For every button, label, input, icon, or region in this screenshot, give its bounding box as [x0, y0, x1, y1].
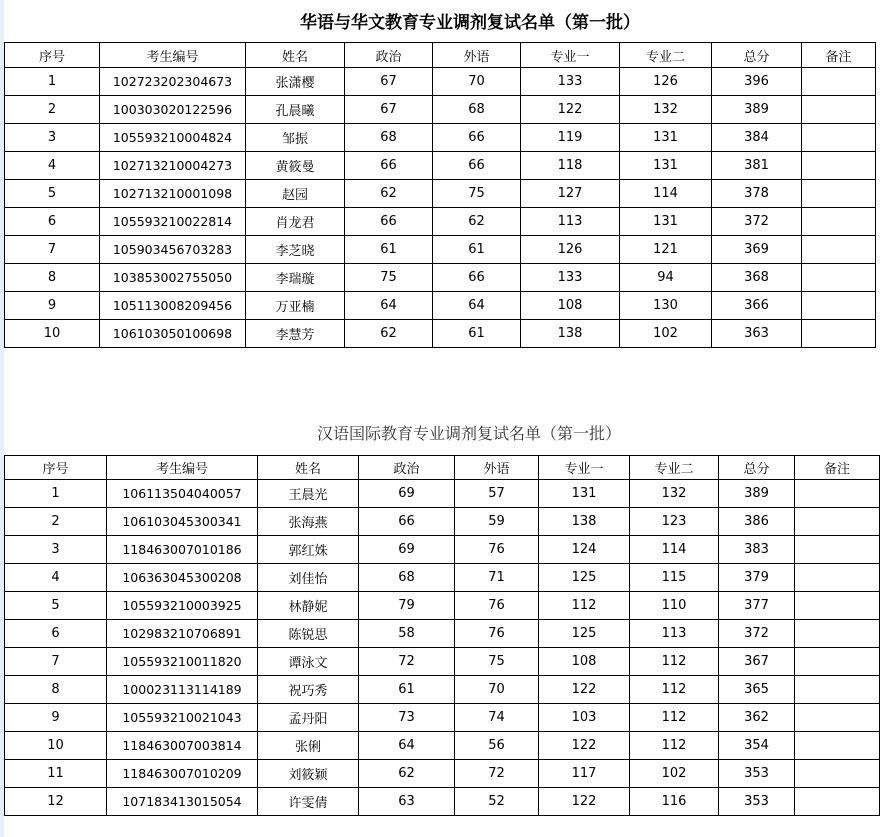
- cell-remarks: [795, 648, 880, 676]
- cell-politics: 63: [359, 788, 455, 816]
- cell-major-2: 131: [620, 208, 712, 236]
- cell-foreign-language: 71: [455, 564, 539, 592]
- table-row: [5, 760, 880, 788]
- cell-politics: 72: [359, 648, 455, 676]
- cell-foreign-language: 70: [455, 676, 539, 704]
- cell-major-2: 130: [620, 292, 712, 320]
- cell-index: 6: [5, 620, 107, 648]
- cell-foreign-language: 64: [433, 292, 521, 320]
- cell-name: 谭泳文: [258, 648, 359, 676]
- cell-total: 377: [719, 592, 795, 620]
- table1-title: 华语与华文教育专业调剂复试名单（第一批）: [300, 13, 640, 33]
- cell-foreign-language: 56: [455, 732, 539, 760]
- cell-total: 381: [712, 152, 802, 180]
- cell-index: 5: [5, 592, 107, 620]
- cell-name: 孟丹阳: [258, 704, 359, 732]
- table-row: [5, 676, 880, 704]
- header-row: [5, 456, 880, 480]
- cell-foreign-language: 75: [433, 180, 521, 208]
- cell-foreign-language: 76: [455, 620, 539, 648]
- cell-index: 9: [5, 292, 100, 320]
- cell-major-2: 112: [630, 676, 719, 704]
- cell-major-2: 94: [620, 264, 712, 292]
- cell-major-2: 113: [630, 620, 719, 648]
- cell-total: 378: [712, 180, 802, 208]
- cell-remarks: [795, 536, 880, 564]
- cell-total: 367: [719, 648, 795, 676]
- header-col-candidate-id: 考生编号: [100, 43, 246, 68]
- table-row: [5, 96, 876, 124]
- cell-name: 李慧芳: [246, 320, 345, 348]
- cell-remarks: [802, 180, 876, 208]
- table-row: [5, 536, 880, 564]
- cell-index: 8: [5, 264, 100, 292]
- cell-total: 379: [719, 564, 795, 592]
- cell-candidate-id: 102983210706891: [107, 620, 258, 648]
- cell-index: 3: [5, 124, 100, 152]
- cell-politics: 66: [359, 508, 455, 536]
- table-row: [5, 292, 876, 320]
- cell-remarks: [795, 760, 880, 788]
- cell-major-2: 114: [620, 180, 712, 208]
- cell-major-2: 123: [630, 508, 719, 536]
- cell-foreign-language: 76: [455, 536, 539, 564]
- cell-major-2: 116: [630, 788, 719, 816]
- cell-candidate-id: 105593210004824: [100, 124, 246, 152]
- cell-major-1: 119: [521, 124, 620, 152]
- cell-index: 3: [5, 536, 107, 564]
- cell-foreign-language: 74: [455, 704, 539, 732]
- cell-politics: 66: [345, 152, 433, 180]
- table-row: [5, 648, 880, 676]
- cell-name: 李芝晓: [246, 236, 345, 264]
- cell-politics: 66: [345, 208, 433, 236]
- header-col-total: 总分: [719, 456, 795, 480]
- cell-total: 353: [719, 760, 795, 788]
- cell-remarks: [795, 564, 880, 592]
- table-row: [5, 564, 880, 592]
- table2-grid: [4, 455, 880, 816]
- cell-remarks: [795, 620, 880, 648]
- cell-foreign-language: 70: [433, 68, 521, 96]
- cell-total: 389: [719, 480, 795, 508]
- cell-major-1: 122: [521, 96, 620, 124]
- cell-index: 8: [5, 676, 107, 704]
- header-col-index: 序号: [5, 456, 107, 480]
- cell-major-2: 132: [620, 96, 712, 124]
- table-row: [5, 592, 880, 620]
- table-row: [5, 704, 880, 732]
- cell-name: 孔晨曦: [246, 96, 345, 124]
- cell-index: 9: [5, 704, 107, 732]
- header-col-foreign-language: 外语: [455, 456, 539, 480]
- cell-politics: 68: [345, 124, 433, 152]
- cell-name: 刘佳怡: [258, 564, 359, 592]
- cell-total: 363: [712, 320, 802, 348]
- table-row: [5, 264, 876, 292]
- cell-total: 366: [712, 292, 802, 320]
- cell-politics: 68: [359, 564, 455, 592]
- cell-candidate-id: 106363045300208: [107, 564, 258, 592]
- cell-politics: 62: [345, 320, 433, 348]
- header-col-name: 姓名: [258, 456, 359, 480]
- cell-candidate-id: 105593210022814: [100, 208, 246, 236]
- cell-politics: 62: [345, 180, 433, 208]
- header-col-name: 姓名: [246, 43, 345, 68]
- cell-remarks: [795, 788, 880, 816]
- cell-major-2: 102: [620, 320, 712, 348]
- cell-name: 万亚楠: [246, 292, 345, 320]
- cell-remarks: [802, 68, 876, 96]
- table-row: [5, 152, 876, 180]
- cell-total: 396: [712, 68, 802, 96]
- cell-index: 10: [5, 320, 100, 348]
- cell-remarks: [802, 264, 876, 292]
- cell-major-1: 127: [521, 180, 620, 208]
- cell-politics: 64: [345, 292, 433, 320]
- cell-name: 赵园: [246, 180, 345, 208]
- cell-candidate-id: 105903456703283: [100, 236, 246, 264]
- cell-candidate-id: 106103045300341: [107, 508, 258, 536]
- cell-index: 12: [5, 788, 107, 816]
- cell-major-2: 121: [620, 236, 712, 264]
- cell-major-1: 108: [521, 292, 620, 320]
- cell-index: 7: [5, 236, 100, 264]
- cell-candidate-id: 103853002755050: [100, 264, 246, 292]
- cell-name: 张潇樱: [246, 68, 345, 96]
- cell-remarks: [795, 480, 880, 508]
- cell-foreign-language: 68: [433, 96, 521, 124]
- cell-total: 369: [712, 236, 802, 264]
- cell-remarks: [802, 208, 876, 236]
- cell-foreign-language: 76: [455, 592, 539, 620]
- table-row: [5, 788, 880, 816]
- cell-major-2: 112: [630, 732, 719, 760]
- cell-name: 刘筱颖: [258, 760, 359, 788]
- table-row: [5, 208, 876, 236]
- header-col-total: 总分: [712, 43, 802, 68]
- cell-major-2: 131: [620, 124, 712, 152]
- cell-index: 2: [5, 96, 100, 124]
- cell-candidate-id: 102713210004273: [100, 152, 246, 180]
- table-row: [5, 480, 880, 508]
- header-col-foreign-language: 外语: [433, 43, 521, 68]
- cell-candidate-id: 102713210001098: [100, 180, 246, 208]
- table-row: [5, 620, 880, 648]
- cell-foreign-language: 66: [433, 264, 521, 292]
- cell-politics: 69: [359, 480, 455, 508]
- cell-total: 365: [719, 676, 795, 704]
- cell-name: 张海燕: [258, 508, 359, 536]
- cell-total: 372: [719, 620, 795, 648]
- cell-name: 黄筱曼: [246, 152, 345, 180]
- cell-index: 6: [5, 208, 100, 236]
- cell-name: 祝巧秀: [258, 676, 359, 704]
- cell-index: 5: [5, 180, 100, 208]
- cell-candidate-id: 105113008209456: [100, 292, 246, 320]
- cell-candidate-id: 100023113114189: [107, 676, 258, 704]
- cell-major-2: 102: [630, 760, 719, 788]
- cell-remarks: [802, 292, 876, 320]
- cell-foreign-language: 52: [455, 788, 539, 816]
- cell-index: 1: [5, 480, 107, 508]
- cell-major-1: 133: [521, 68, 620, 96]
- cell-major-1: 118: [521, 152, 620, 180]
- cell-major-2: 114: [630, 536, 719, 564]
- cell-total: 386: [719, 508, 795, 536]
- header-col-politics: 政治: [345, 43, 433, 68]
- cell-politics: 79: [359, 592, 455, 620]
- header-row: [5, 43, 876, 68]
- cell-remarks: [795, 508, 880, 536]
- cell-candidate-id: 118463007010186: [107, 536, 258, 564]
- cell-politics: 73: [359, 704, 455, 732]
- table-row: [5, 236, 876, 264]
- table1-grid: [4, 42, 876, 348]
- cell-total: 389: [712, 96, 802, 124]
- cell-index: 11: [5, 760, 107, 788]
- cell-remarks: [795, 704, 880, 732]
- table-row: [5, 732, 880, 760]
- header-col-major-2: 专业二: [620, 43, 712, 68]
- header-col-politics: 政治: [359, 456, 455, 480]
- cell-major-1: 138: [521, 320, 620, 348]
- cell-foreign-language: 61: [433, 320, 521, 348]
- cell-major-1: 125: [539, 564, 630, 592]
- cell-major-2: 115: [630, 564, 719, 592]
- cell-index: 4: [5, 152, 100, 180]
- cell-major-1: 124: [539, 536, 630, 564]
- table-row: [5, 180, 876, 208]
- cell-major-2: 110: [630, 592, 719, 620]
- table2-title: 汉语国际教育专业调剂复试名单（第一批）: [316, 424, 621, 443]
- cell-major-1: 108: [539, 648, 630, 676]
- cell-remarks: [802, 320, 876, 348]
- cell-major-1: 131: [539, 480, 630, 508]
- header-col-major-1: 专业一: [521, 43, 620, 68]
- cell-candidate-id: 105593210021043: [107, 704, 258, 732]
- cell-major-1: 126: [521, 236, 620, 264]
- header-col-remarks: 备注: [795, 456, 880, 480]
- cell-candidate-id: 102723202304673: [100, 68, 246, 96]
- cell-index: 7: [5, 648, 107, 676]
- cell-foreign-language: 62: [433, 208, 521, 236]
- cell-index: 1: [5, 68, 100, 96]
- cell-foreign-language: 66: [433, 152, 521, 180]
- table-row: [5, 508, 880, 536]
- cell-foreign-language: 72: [455, 760, 539, 788]
- cell-remarks: [795, 676, 880, 704]
- cell-index: 4: [5, 564, 107, 592]
- cell-foreign-language: 57: [455, 480, 539, 508]
- cell-candidate-id: 106103050100698: [100, 320, 246, 348]
- cell-politics: 61: [345, 236, 433, 264]
- cell-major-2: 132: [630, 480, 719, 508]
- cell-candidate-id: 118463007010209: [107, 760, 258, 788]
- cell-candidate-id: 106113504040057: [107, 480, 258, 508]
- cell-index: 2: [5, 508, 107, 536]
- cell-remarks: [802, 124, 876, 152]
- cell-name: 许雯倩: [258, 788, 359, 816]
- cell-remarks: [802, 96, 876, 124]
- cell-name: 张俐: [258, 732, 359, 760]
- cell-remarks: [795, 592, 880, 620]
- cell-politics: 61: [359, 676, 455, 704]
- table-row: [5, 320, 876, 348]
- cell-major-2: 126: [620, 68, 712, 96]
- header-col-major-1: 专业一: [539, 456, 630, 480]
- cell-major-1: 113: [521, 208, 620, 236]
- cell-total: 353: [719, 788, 795, 816]
- cell-politics: 67: [345, 96, 433, 124]
- cell-remarks: [802, 236, 876, 264]
- cell-name: 邹振: [246, 124, 345, 152]
- cell-name: 陈锐思: [258, 620, 359, 648]
- cell-candidate-id: 105593210011820: [107, 648, 258, 676]
- cell-index: 10: [5, 732, 107, 760]
- cell-total: 354: [719, 732, 795, 760]
- cell-major-1: 122: [539, 788, 630, 816]
- cell-candidate-id: 105593210003925: [107, 592, 258, 620]
- cell-politics: 67: [345, 68, 433, 96]
- cell-total: 384: [712, 124, 802, 152]
- cell-major-1: 138: [539, 508, 630, 536]
- cell-foreign-language: 66: [433, 124, 521, 152]
- cell-major-1: 103: [539, 704, 630, 732]
- cell-major-1: 117: [539, 760, 630, 788]
- header-col-remarks: 备注: [802, 43, 876, 68]
- cell-politics: 69: [359, 536, 455, 564]
- cell-politics: 62: [359, 760, 455, 788]
- cell-foreign-language: 61: [433, 236, 521, 264]
- cell-name: 李瑞璇: [246, 264, 345, 292]
- cell-name: 林静妮: [258, 592, 359, 620]
- cell-remarks: [802, 152, 876, 180]
- cell-major-2: 112: [630, 648, 719, 676]
- table-row: [5, 68, 876, 96]
- cell-major-1: 125: [539, 620, 630, 648]
- cell-candidate-id: 100303020122596: [100, 96, 246, 124]
- cell-total: 372: [712, 208, 802, 236]
- cell-politics: 64: [359, 732, 455, 760]
- header-col-candidate-id: 考生编号: [107, 456, 258, 480]
- cell-major-1: 122: [539, 732, 630, 760]
- cell-total: 368: [712, 264, 802, 292]
- cell-remarks: [795, 732, 880, 760]
- cell-major-1: 133: [521, 264, 620, 292]
- cell-candidate-id: 118463007003814: [107, 732, 258, 760]
- header-col-major-2: 专业二: [630, 456, 719, 480]
- cell-total: 383: [719, 536, 795, 564]
- header-col-index: 序号: [5, 43, 100, 68]
- cell-name: 郭红姝: [258, 536, 359, 564]
- cell-name: 王晨光: [258, 480, 359, 508]
- cell-major-1: 112: [539, 592, 630, 620]
- cell-politics: 75: [345, 264, 433, 292]
- table-row: [5, 124, 876, 152]
- cell-foreign-language: 59: [455, 508, 539, 536]
- cell-major-2: 112: [630, 704, 719, 732]
- cell-major-1: 122: [539, 676, 630, 704]
- cell-major-2: 131: [620, 152, 712, 180]
- cell-total: 362: [719, 704, 795, 732]
- cell-foreign-language: 75: [455, 648, 539, 676]
- cell-politics: 58: [359, 620, 455, 648]
- cell-name: 肖龙君: [246, 208, 345, 236]
- cell-candidate-id: 107183413015054: [107, 788, 258, 816]
